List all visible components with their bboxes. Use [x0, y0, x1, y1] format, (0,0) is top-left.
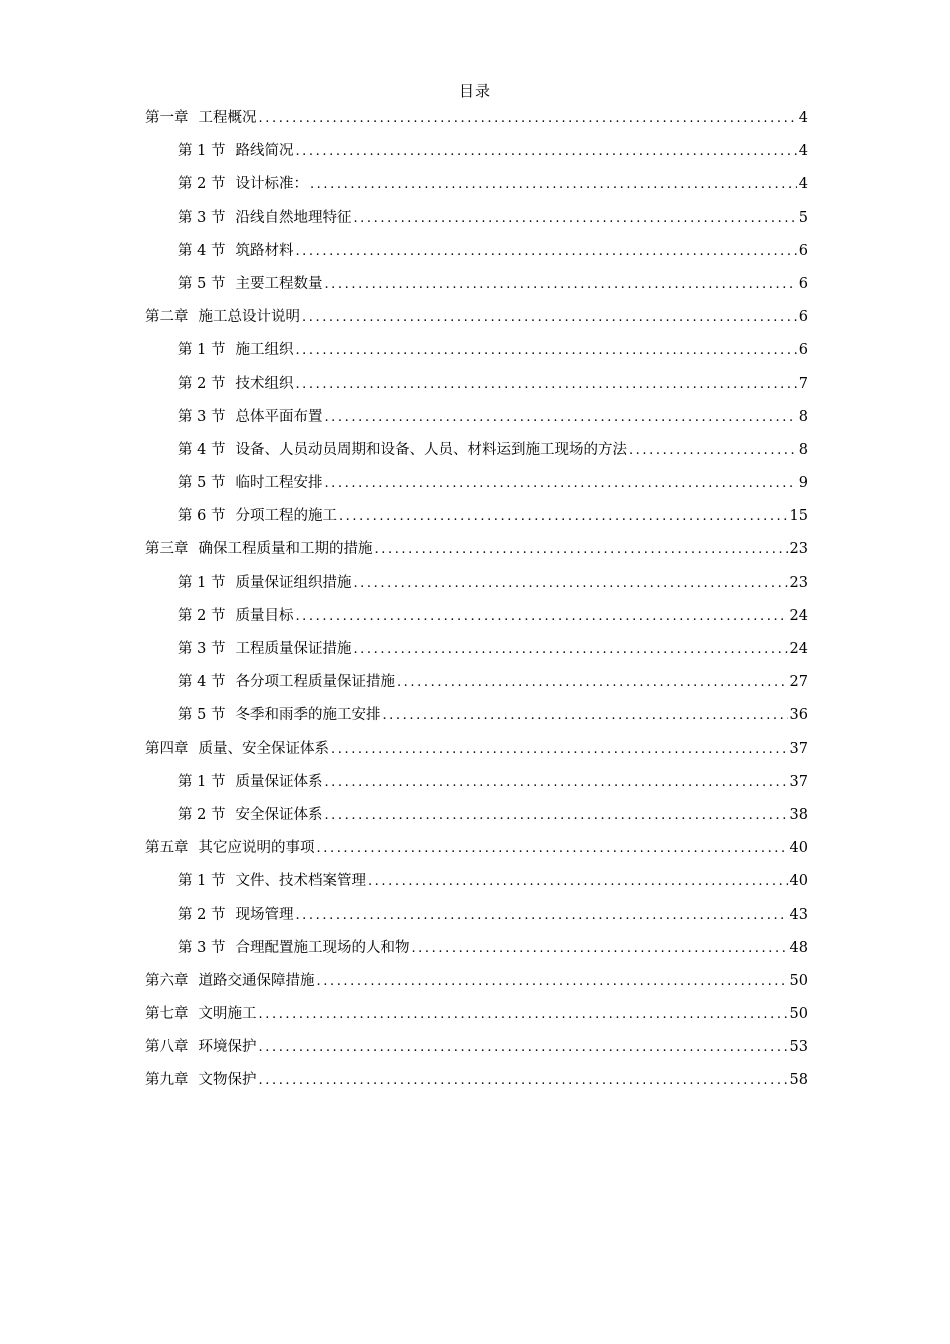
- toc-section-entry[interactable]: [145, 571, 808, 604]
- toc-entry-page: 36: [789, 707, 808, 724]
- toc-entry-text: 道路交通保障措施: [198, 972, 315, 989]
- toc-entry-text: 冬季和雨季的施工安排: [235, 707, 381, 724]
- toc-entry-page: 4: [798, 143, 808, 160]
- toc-entry-text: 施工总设计说明: [198, 309, 300, 326]
- toc-entry-number: 第二章: [145, 309, 189, 326]
- toc-entry-number: 第 1 节: [178, 773, 226, 790]
- toc-dot-leader: [259, 1040, 788, 1055]
- toc-chapter-entry[interactable]: [145, 1035, 808, 1068]
- toc-dot-leader: [353, 642, 787, 657]
- toc-entry-page: 50: [789, 972, 808, 989]
- toc-entry-label: [178, 670, 395, 691]
- toc-section-entry[interactable]: [145, 405, 808, 438]
- toc-entry-page: 24: [789, 607, 808, 624]
- toc-entry-number: 第一章: [145, 110, 189, 126]
- toc-entry-number: 第 4 节: [178, 242, 226, 259]
- toc-entry-label: [145, 737, 329, 758]
- toc-entry-text: 各分项工程质量保证措施: [235, 674, 395, 691]
- table-of-contents: [145, 106, 808, 1102]
- toc-entry-page: 5: [798, 209, 808, 226]
- toc-entry-number: 第 6 节: [178, 508, 226, 525]
- toc-entry-label: [178, 703, 380, 724]
- toc-entry-label: [178, 903, 293, 924]
- toc-dot-leader: [331, 742, 788, 757]
- toc-entry-label: [145, 836, 315, 857]
- toc-entry-text: 工程概况: [198, 110, 257, 126]
- toc-entry-text: 质量保证组织措施: [235, 574, 352, 591]
- toc-dot-leader: [295, 144, 796, 159]
- toc-dot-leader: [324, 775, 787, 790]
- toc-entry-number: 第九章: [145, 1072, 189, 1089]
- toc-entry-text: 设计标准：: [235, 176, 308, 193]
- toc-entry-page: 9: [798, 475, 808, 492]
- toc-dot-leader: [382, 708, 787, 723]
- toc-dot-leader: [324, 808, 787, 823]
- toc-entry-text: 主要工程数量: [235, 275, 323, 292]
- toc-section-entry[interactable]: [145, 703, 808, 736]
- toc-dot-leader: [339, 509, 788, 524]
- toc-entry-number: 第 4 节: [178, 674, 226, 691]
- toc-entry-number: 第 2 节: [178, 176, 226, 193]
- toc-entry-label: [178, 338, 293, 359]
- toc-entry-number: 第四章: [145, 740, 189, 757]
- toc-section-entry[interactable]: [145, 206, 808, 239]
- toc-entry-label: [145, 537, 373, 558]
- toc-entry-page: 37: [789, 773, 808, 790]
- toc-entry-page: 4: [798, 176, 808, 193]
- toc-entry-label: [178, 172, 308, 193]
- toc-entry-label: [178, 405, 322, 426]
- toc-dot-leader: [375, 542, 788, 557]
- toc-section-entry[interactable]: [145, 604, 808, 637]
- toc-dot-leader: [295, 244, 796, 259]
- toc-entry-text: 其它应说明的事项: [198, 840, 315, 857]
- toc-section-entry[interactable]: [145, 637, 808, 670]
- toc-entry-text: 合理配置施工现场的人和物: [235, 939, 410, 956]
- toc-dot-leader: [324, 410, 796, 425]
- toc-entry-label: [178, 206, 351, 227]
- toc-entry-text: 筑路材料: [235, 242, 294, 259]
- toc-entry-label: [145, 1068, 257, 1089]
- toc-entry-number: 第 5 节: [178, 475, 226, 492]
- toc-dot-leader: [259, 1073, 788, 1088]
- toc-chapter-entry[interactable]: [145, 1068, 808, 1101]
- toc-entry-text: 沿线自然地理特征: [235, 209, 352, 226]
- toc-dot-leader: [629, 443, 797, 458]
- toc-dot-leader: [317, 974, 788, 989]
- toc-entry-page: 6: [798, 309, 808, 326]
- toc-entry-text: 技术组织: [235, 375, 294, 392]
- toc-entry-page: 23: [789, 574, 808, 591]
- toc-section-entry[interactable]: [145, 172, 808, 205]
- toc-entry-label: [178, 471, 322, 492]
- toc-entry-page: 15: [789, 508, 808, 525]
- toc-entry-page: 38: [789, 806, 808, 823]
- toc-section-entry[interactable]: [145, 803, 808, 836]
- toc-section-entry[interactable]: [145, 903, 808, 936]
- toc-entry-text: 环境保护: [198, 1039, 257, 1056]
- toc-entry-number: 第 5 节: [178, 707, 226, 724]
- toc-dot-leader: [295, 908, 787, 923]
- toc-dot-leader: [259, 111, 797, 126]
- toc-dot-leader: [302, 310, 797, 325]
- toc-chapter-entry[interactable]: [145, 106, 808, 139]
- toc-entry-label: [145, 106, 257, 127]
- toc-entry-number: 第 3 节: [178, 408, 226, 425]
- toc-entry-page: 6: [798, 275, 808, 292]
- toc-entry-label: [178, 272, 322, 293]
- toc-entry-page: 24: [789, 641, 808, 657]
- toc-entry-number: 第七章: [145, 1006, 189, 1023]
- toc-dot-leader: [353, 211, 796, 226]
- toc-section-entry[interactable]: [145, 372, 808, 405]
- toc-section-entry[interactable]: [145, 239, 808, 272]
- toc-entry-number: 第六章: [145, 972, 189, 989]
- toc-entry-label: [178, 936, 409, 957]
- toc-entry-text: 质量、安全保证体系: [198, 740, 329, 757]
- toc-chapter-entry[interactable]: [145, 1002, 808, 1035]
- toc-entry-label: [178, 770, 322, 791]
- toc-entry-page: 58: [789, 1072, 808, 1089]
- toc-entry-number: 第 4 节: [178, 441, 226, 458]
- toc-entry-label: [145, 1035, 257, 1056]
- toc-section-entry[interactable]: [145, 770, 808, 803]
- toc-dot-leader: [324, 476, 796, 491]
- toc-entry-text: 设备、人员动员周期和设备、人员、材料运到施工现场的方法: [235, 441, 627, 458]
- toc-entry-page: 37: [789, 740, 808, 757]
- toc-entry-page: 6: [798, 242, 808, 259]
- toc-entry-text: 总体平面布置: [235, 408, 323, 425]
- toc-dot-leader: [317, 841, 788, 856]
- toc-entry-page: 43: [789, 906, 808, 923]
- toc-entry-text: 临时工程安排: [235, 475, 323, 492]
- toc-entry-label: [178, 604, 293, 625]
- toc-entry-page: 50: [789, 1006, 808, 1023]
- toc-entry-text: 工程质量保证措施: [235, 641, 352, 657]
- toc-entry-number: 第三章: [145, 541, 189, 558]
- toc-entry-label: [145, 1002, 257, 1023]
- toc-entry-number: 第八章: [145, 1039, 189, 1056]
- toc-entry-page: 7: [798, 375, 808, 392]
- toc-entry-text: 确保工程质量和工期的措施: [198, 541, 373, 558]
- toc-dot-leader: [259, 1007, 788, 1022]
- toc-dot-leader: [295, 343, 796, 358]
- toc-entry-number: 第 1 节: [178, 143, 226, 160]
- toc-entry-number: 第 2 节: [178, 375, 226, 392]
- toc-entry-page: 40: [789, 840, 808, 857]
- toc-entry-page: 23: [789, 541, 808, 558]
- toc-entry-page: 40: [789, 873, 808, 890]
- toc-entry-text: 文物保护: [198, 1072, 257, 1089]
- toc-entry-label: [178, 869, 366, 890]
- toc-entry-number: 第 3 节: [178, 209, 226, 226]
- toc-entry-label: [178, 637, 351, 658]
- toc-dot-leader: [411, 941, 787, 956]
- toc-entry-number: 第 1 节: [178, 574, 226, 591]
- toc-entry-text: 路线简况: [235, 143, 294, 160]
- toc-entry-text: 施工组织: [235, 342, 294, 359]
- toc-entry-text: 安全保证体系: [235, 806, 323, 823]
- toc-dot-leader: [397, 675, 788, 690]
- toc-dot-leader: [295, 377, 796, 392]
- toc-entry-label: [178, 139, 293, 160]
- toc-section-entry[interactable]: [145, 139, 808, 172]
- toc-chapter-entry[interactable]: [145, 305, 808, 338]
- toc-entry-number: 第 2 节: [178, 906, 226, 923]
- toc-chapter-entry[interactable]: [145, 737, 808, 770]
- toc-entry-label: [145, 969, 315, 990]
- toc-entry-number: 第 1 节: [178, 873, 226, 890]
- toc-section-entry[interactable]: [145, 438, 808, 471]
- toc-entry-page: 4: [798, 110, 808, 126]
- toc-section-entry[interactable]: [145, 936, 808, 969]
- toc-dot-leader: [368, 874, 788, 889]
- toc-entry-number: 第 1 节: [178, 342, 226, 359]
- toc-section-entry[interactable]: [145, 869, 808, 902]
- toc-entry-text: 文件、技术档案管理: [235, 873, 366, 890]
- toc-dot-leader: [295, 609, 787, 624]
- toc-dot-leader: [310, 177, 797, 192]
- toc-dot-leader: [353, 576, 787, 591]
- toc-entry-text: 质量目标: [235, 607, 294, 624]
- toc-section-entry[interactable]: [145, 471, 808, 504]
- toc-entry-label: [178, 438, 627, 459]
- toc-section-entry[interactable]: [145, 272, 808, 305]
- toc-chapter-entry[interactable]: [145, 836, 808, 869]
- toc-entry-page: 6: [798, 342, 808, 359]
- toc-dot-leader: [324, 277, 796, 292]
- toc-section-entry[interactable]: [145, 504, 808, 537]
- toc-section-entry[interactable]: [145, 670, 808, 703]
- toc-entry-label: [178, 239, 293, 260]
- toc-entry-text: 现场管理: [235, 906, 294, 923]
- toc-entry-number: 第 3 节: [178, 939, 226, 956]
- toc-entry-text: 文明施工: [198, 1006, 257, 1023]
- toc-entry-number: 第五章: [145, 840, 189, 857]
- toc-chapter-entry[interactable]: [145, 537, 808, 570]
- toc-entry-label: [178, 571, 351, 592]
- toc-entry-text: 分项工程的施工: [235, 508, 337, 525]
- toc-entry-page: 53: [789, 1039, 808, 1056]
- toc-section-entry[interactable]: [145, 338, 808, 371]
- toc-entry-number: 第 2 节: [178, 806, 226, 823]
- toc-entry-page: 8: [798, 408, 808, 425]
- toc-title: 目录: [458, 82, 491, 100]
- toc-entry-label: [145, 305, 300, 326]
- toc-entry-number: 第 5 节: [178, 275, 226, 292]
- toc-chapter-entry[interactable]: [145, 969, 808, 1002]
- toc-entry-number: 第 2 节: [178, 607, 226, 624]
- toc-entry-text: 质量保证体系: [235, 773, 323, 790]
- toc-entry-number: 第 3 节: [178, 641, 226, 657]
- toc-entry-label: [178, 372, 293, 393]
- toc-entry-page: 48: [789, 939, 808, 956]
- toc-entry-page: 27: [789, 674, 808, 691]
- toc-entry-label: [178, 803, 322, 824]
- toc-entry-label: [178, 504, 337, 525]
- toc-entry-page: 8: [798, 441, 808, 458]
